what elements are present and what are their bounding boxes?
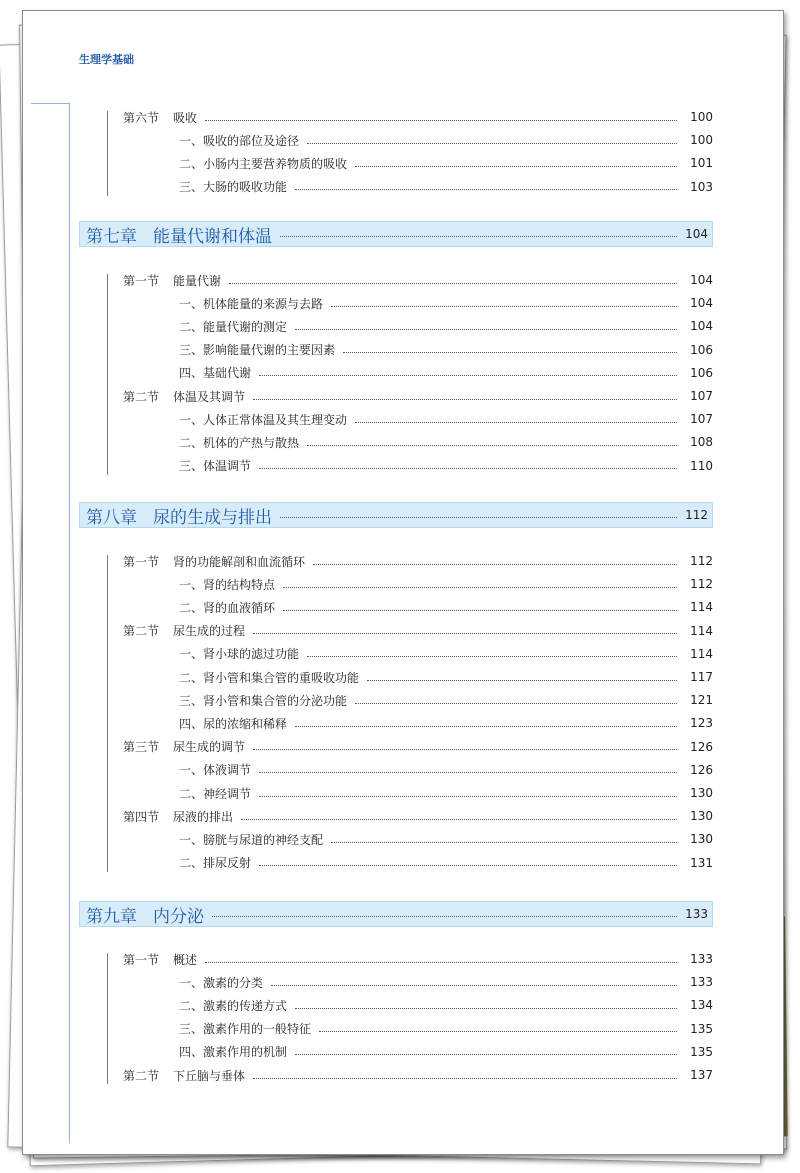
dot-leader [259,796,677,797]
subsection-page-number: 130 [690,832,713,847]
dot-leader [271,985,677,986]
subsection-title: 一、体液调节 [179,763,252,778]
dot-leader [355,422,677,423]
dot-leader [212,916,677,917]
dot-leader [253,633,677,634]
section-label: 第二节 [123,624,160,639]
chapter-number: 第七章 [86,226,137,247]
subsection-title: 一、人体正常体温及其生理变动 [179,412,348,427]
dot-leader [355,703,677,704]
subsection-title: 二、神经调节 [179,786,252,801]
section-page-number: 100 [690,110,713,124]
dot-leader [283,587,677,588]
subsection-row[interactable] [179,340,713,360]
section-row[interactable] [123,949,713,969]
dot-leader [367,680,677,681]
subsection-page-number: 133 [690,975,713,990]
chapter-section-group [107,107,713,200]
dot-leader [331,842,677,843]
chapter-section-group [107,270,713,479]
subsection-page-number: 114 [690,646,713,661]
subsection-row[interactable] [179,456,713,476]
subsection-row[interactable] [179,853,713,873]
section-label: 第四节 [123,809,160,824]
subsection-row[interactable] [179,130,713,150]
subsection-page-number: 121 [690,693,713,708]
subsection-row[interactable] [179,432,713,452]
subsection-title: 三、激素作用的一般特征 [179,1022,312,1037]
running-head: 生理学基础 [79,53,134,66]
subsection-page-number: 106 [690,365,713,380]
subsection-page-number: 135 [690,1021,713,1036]
section-label: 第二节 [123,389,160,404]
chapter-title [80,902,204,927]
section-page-number: 107 [690,389,713,403]
dot-leader [343,352,677,353]
subsection-page-number: 106 [690,342,713,357]
section-page-number: 137 [690,1068,713,1082]
subsection-row[interactable] [179,783,713,803]
dot-leader [307,445,677,446]
subsection-row[interactable] [179,597,713,617]
dot-leader [313,564,677,565]
dot-leader [253,399,677,400]
subsection-page-number: 100 [690,133,713,148]
dot-leader [259,468,677,469]
subsection-title: 一、肾的结构特点 [179,577,276,592]
subsection-title: 二、肾的血液循环 [179,600,276,615]
chapter-heading[interactable] [79,502,713,528]
subsection-row[interactable] [179,667,713,687]
subsection-page-number: 104 [690,296,713,311]
subsection-title: 四、尿的浓缩和稀释 [179,716,288,731]
subsection-page-number: 112 [690,577,713,592]
subsection-page-number: 110 [690,458,713,473]
subsection-page-number: 103 [690,179,713,194]
section-page-number: 114 [690,623,713,638]
section-page-number: 130 [690,809,713,824]
subsection-row[interactable] [179,316,713,336]
section-title: 概述 [173,952,198,967]
subsection-page-number: 131 [690,855,713,870]
subsection-row[interactable] [179,1042,713,1062]
subsection-title: 一、膀胱与尿道的神经支配 [179,832,324,847]
chapter-name: 内分泌 [153,906,204,927]
subsection-title: 二、肾小管和集合管的重吸收功能 [179,670,360,685]
subsection-page-number: 130 [690,786,713,800]
subsection-row[interactable] [179,153,713,173]
subsection-row[interactable] [179,760,713,780]
dot-leader [253,749,677,750]
chapter-number: 第九章 [86,906,137,927]
subsection-page-number: 134 [690,998,713,1013]
chapter-heading[interactable] [79,221,713,247]
dot-leader [295,1008,677,1009]
subsection-title: 三、体温调节 [179,459,252,474]
section-group-bar [107,555,108,872]
section-row[interactable] [123,1065,713,1085]
subsection-title: 二、激素的传递方式 [179,998,288,1013]
chapter-name: 能量代谢和体温 [153,226,272,247]
subsection-title: 四、基础代谢 [179,366,252,381]
chapter-title [80,503,272,528]
subsection-title: 一、吸收的部位及途径 [179,133,300,148]
subsection-row[interactable] [179,713,713,733]
dot-leader [253,1078,677,1079]
section-row[interactable] [123,737,713,757]
dot-leader [259,772,677,773]
subsection-page-number: 114 [690,600,713,615]
subsection-row[interactable] [179,409,713,429]
chapter-section-group [107,551,713,876]
subsection-page-number: 123 [690,716,713,731]
section-row[interactable] [123,621,713,641]
dot-leader [295,189,677,190]
dot-leader [280,236,677,237]
dot-leader [307,143,677,144]
dot-leader [280,517,677,518]
subsection-row[interactable] [179,177,713,197]
subsection-page-number: 107 [690,412,713,427]
subsection-title: 二、机体的产热与散热 [179,435,300,450]
section-title: 尿液的排出 [173,809,234,824]
subsection-title: 一、肾小球的滤过功能 [179,647,300,662]
chapter-title [80,222,272,247]
subsection-page-number: 104 [690,319,713,334]
toc-page [22,10,784,1155]
section-title: 下丘脑与垂体 [173,1068,246,1083]
dot-leader [307,656,677,657]
dot-leader [241,819,677,820]
subsection-page-number: 101 [690,156,713,171]
section-group-bar [107,111,108,196]
section-title: 体温及其调节 [173,389,246,404]
chapter-page-number: 133 [685,907,708,921]
dot-leader [259,865,677,866]
subsection-row[interactable] [179,574,713,594]
chapter-heading[interactable] [79,901,713,927]
section-row[interactable] [123,107,713,127]
margin-rule-tick [31,103,69,104]
dot-leader [319,1031,677,1032]
section-label: 第一节 [123,554,160,569]
section-group-bar [107,274,108,475]
subsection-title: 三、大肠的吸收功能 [179,180,288,195]
section-row[interactable] [123,386,713,406]
section-page-number: 133 [690,952,713,966]
subsection-page-number: 117 [690,670,713,684]
section-label: 第三节 [123,740,160,755]
subsection-row[interactable] [179,1019,713,1039]
section-page-number: 112 [690,554,713,568]
subsection-title: 二、能量代谢的测定 [179,319,288,334]
dot-leader [331,306,677,307]
dot-leader [205,120,677,121]
section-page-number: 104 [690,273,713,287]
dot-leader [295,726,677,727]
subsection-title: 三、肾小管和集合管的分泌功能 [179,693,348,708]
chapter-number: 第八章 [86,507,137,528]
dot-leader [259,375,677,376]
subsection-row[interactable] [179,972,713,992]
section-row[interactable] [123,806,713,826]
dot-leader [283,610,677,611]
section-title: 肾的功能解剖和血流循环 [173,554,306,569]
section-title: 尿生成的过程 [173,624,246,639]
dot-leader [295,1054,677,1055]
section-label: 第一节 [123,952,160,967]
subsection-title: 二、小肠内主要营养物质的吸收 [179,156,348,171]
dot-leader [295,329,677,330]
section-row[interactable] [123,551,713,571]
chapter-page-number: 104 [685,227,708,241]
margin-rule [69,103,70,1143]
section-title: 吸收 [173,110,198,125]
chapter-page-number: 112 [685,508,708,522]
section-page-number: 126 [690,739,713,754]
subsection-row[interactable] [179,293,713,313]
subsection-page-number: 126 [690,762,713,777]
dot-leader [229,283,677,284]
subsection-page-number: 108 [690,435,713,450]
subsection-row[interactable] [179,829,713,849]
subsection-title: 一、机体能量的来源与去路 [179,296,324,311]
subsection-row[interactable] [179,995,713,1015]
chapter-name: 尿的生成与排出 [153,507,272,528]
section-title: 能量代谢 [173,273,222,288]
section-title: 尿生成的调节 [173,740,246,755]
subsection-title: 四、激素作用的机制 [179,1045,288,1060]
dot-leader [205,962,677,963]
subsection-title: 二、排尿反射 [179,856,252,871]
dot-leader [355,166,677,167]
section-label: 第一节 [123,273,160,288]
section-label: 第六节 [123,110,160,125]
subsection-page-number: 135 [690,1044,713,1059]
subsection-row[interactable] [179,363,713,383]
subsection-title: 一、激素的分类 [179,975,264,990]
section-group-bar [107,953,108,1084]
subsection-title: 三、影响能量代谢的主要因素 [179,343,336,358]
subsection-row[interactable] [179,644,713,664]
section-label: 第二节 [123,1068,160,1083]
subsection-row[interactable] [179,690,713,710]
section-row[interactable] [123,270,713,290]
chapter-section-group [107,949,713,1088]
